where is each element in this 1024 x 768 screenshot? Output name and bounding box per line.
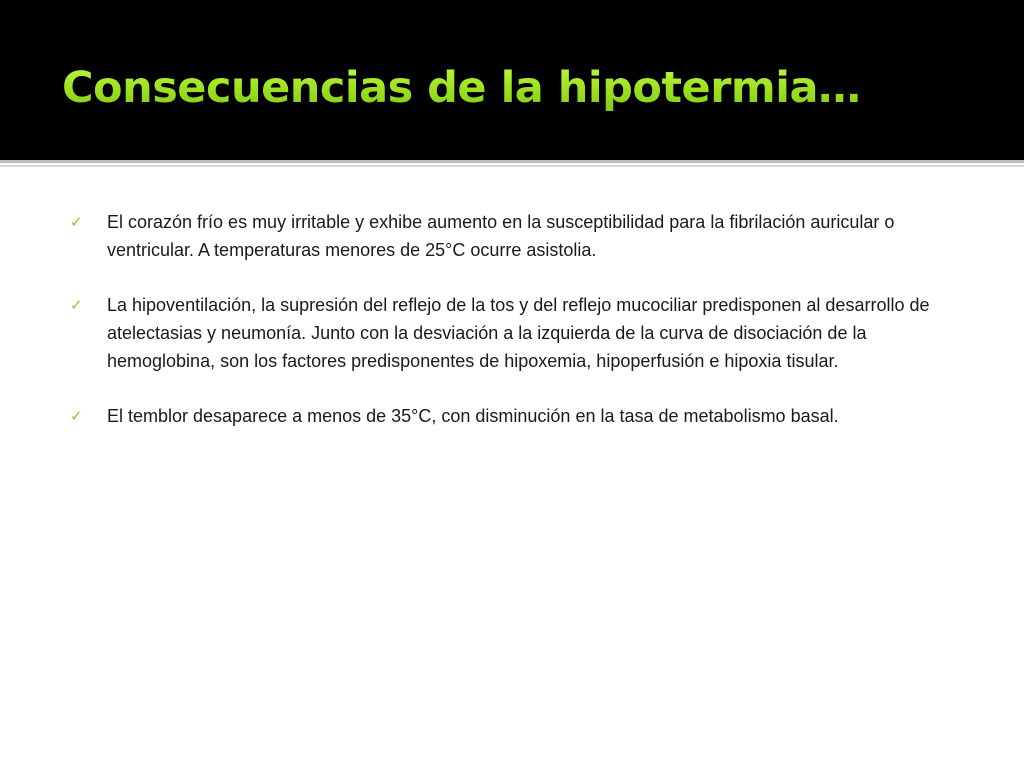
check-icon: ✓ [70, 296, 83, 314]
check-icon: ✓ [70, 407, 83, 425]
bullet-text: El temblor desaparece a menos de 35°C, con disminución en la tasa de metabolismo basal. [107, 406, 839, 426]
slide-title: Consecuencias de la hipotermia… [62, 58, 860, 118]
title-bar [0, 0, 1024, 160]
bullet-text: La hipoventilación, la supresión del reflejo de la tos y del reflejo mucociliar predisponen al desarrollo de atelectasias y neumonía. Junto con la desviación a la izquierda de la curva de disociación de la hemoglobina, son los factores predisponentes de hipoxemia, hipoperfusión e hipoxia tisular. [107, 295, 930, 371]
header-divider [0, 160, 1024, 163]
bullet-list [70, 208, 970, 457]
check-icon: ✓ [70, 213, 83, 231]
bullet-text: El corazón frío es muy irritable y exhibe aumento en la susceptibilidad para la fibrilación auricular o ventricular. A temperaturas menores de 25°C ocurre asistolia. [107, 212, 895, 260]
header-divider-secondary [0, 165, 1024, 167]
bullet-item [70, 291, 970, 375]
bullet-item [70, 208, 970, 264]
bullet-item [70, 402, 970, 430]
